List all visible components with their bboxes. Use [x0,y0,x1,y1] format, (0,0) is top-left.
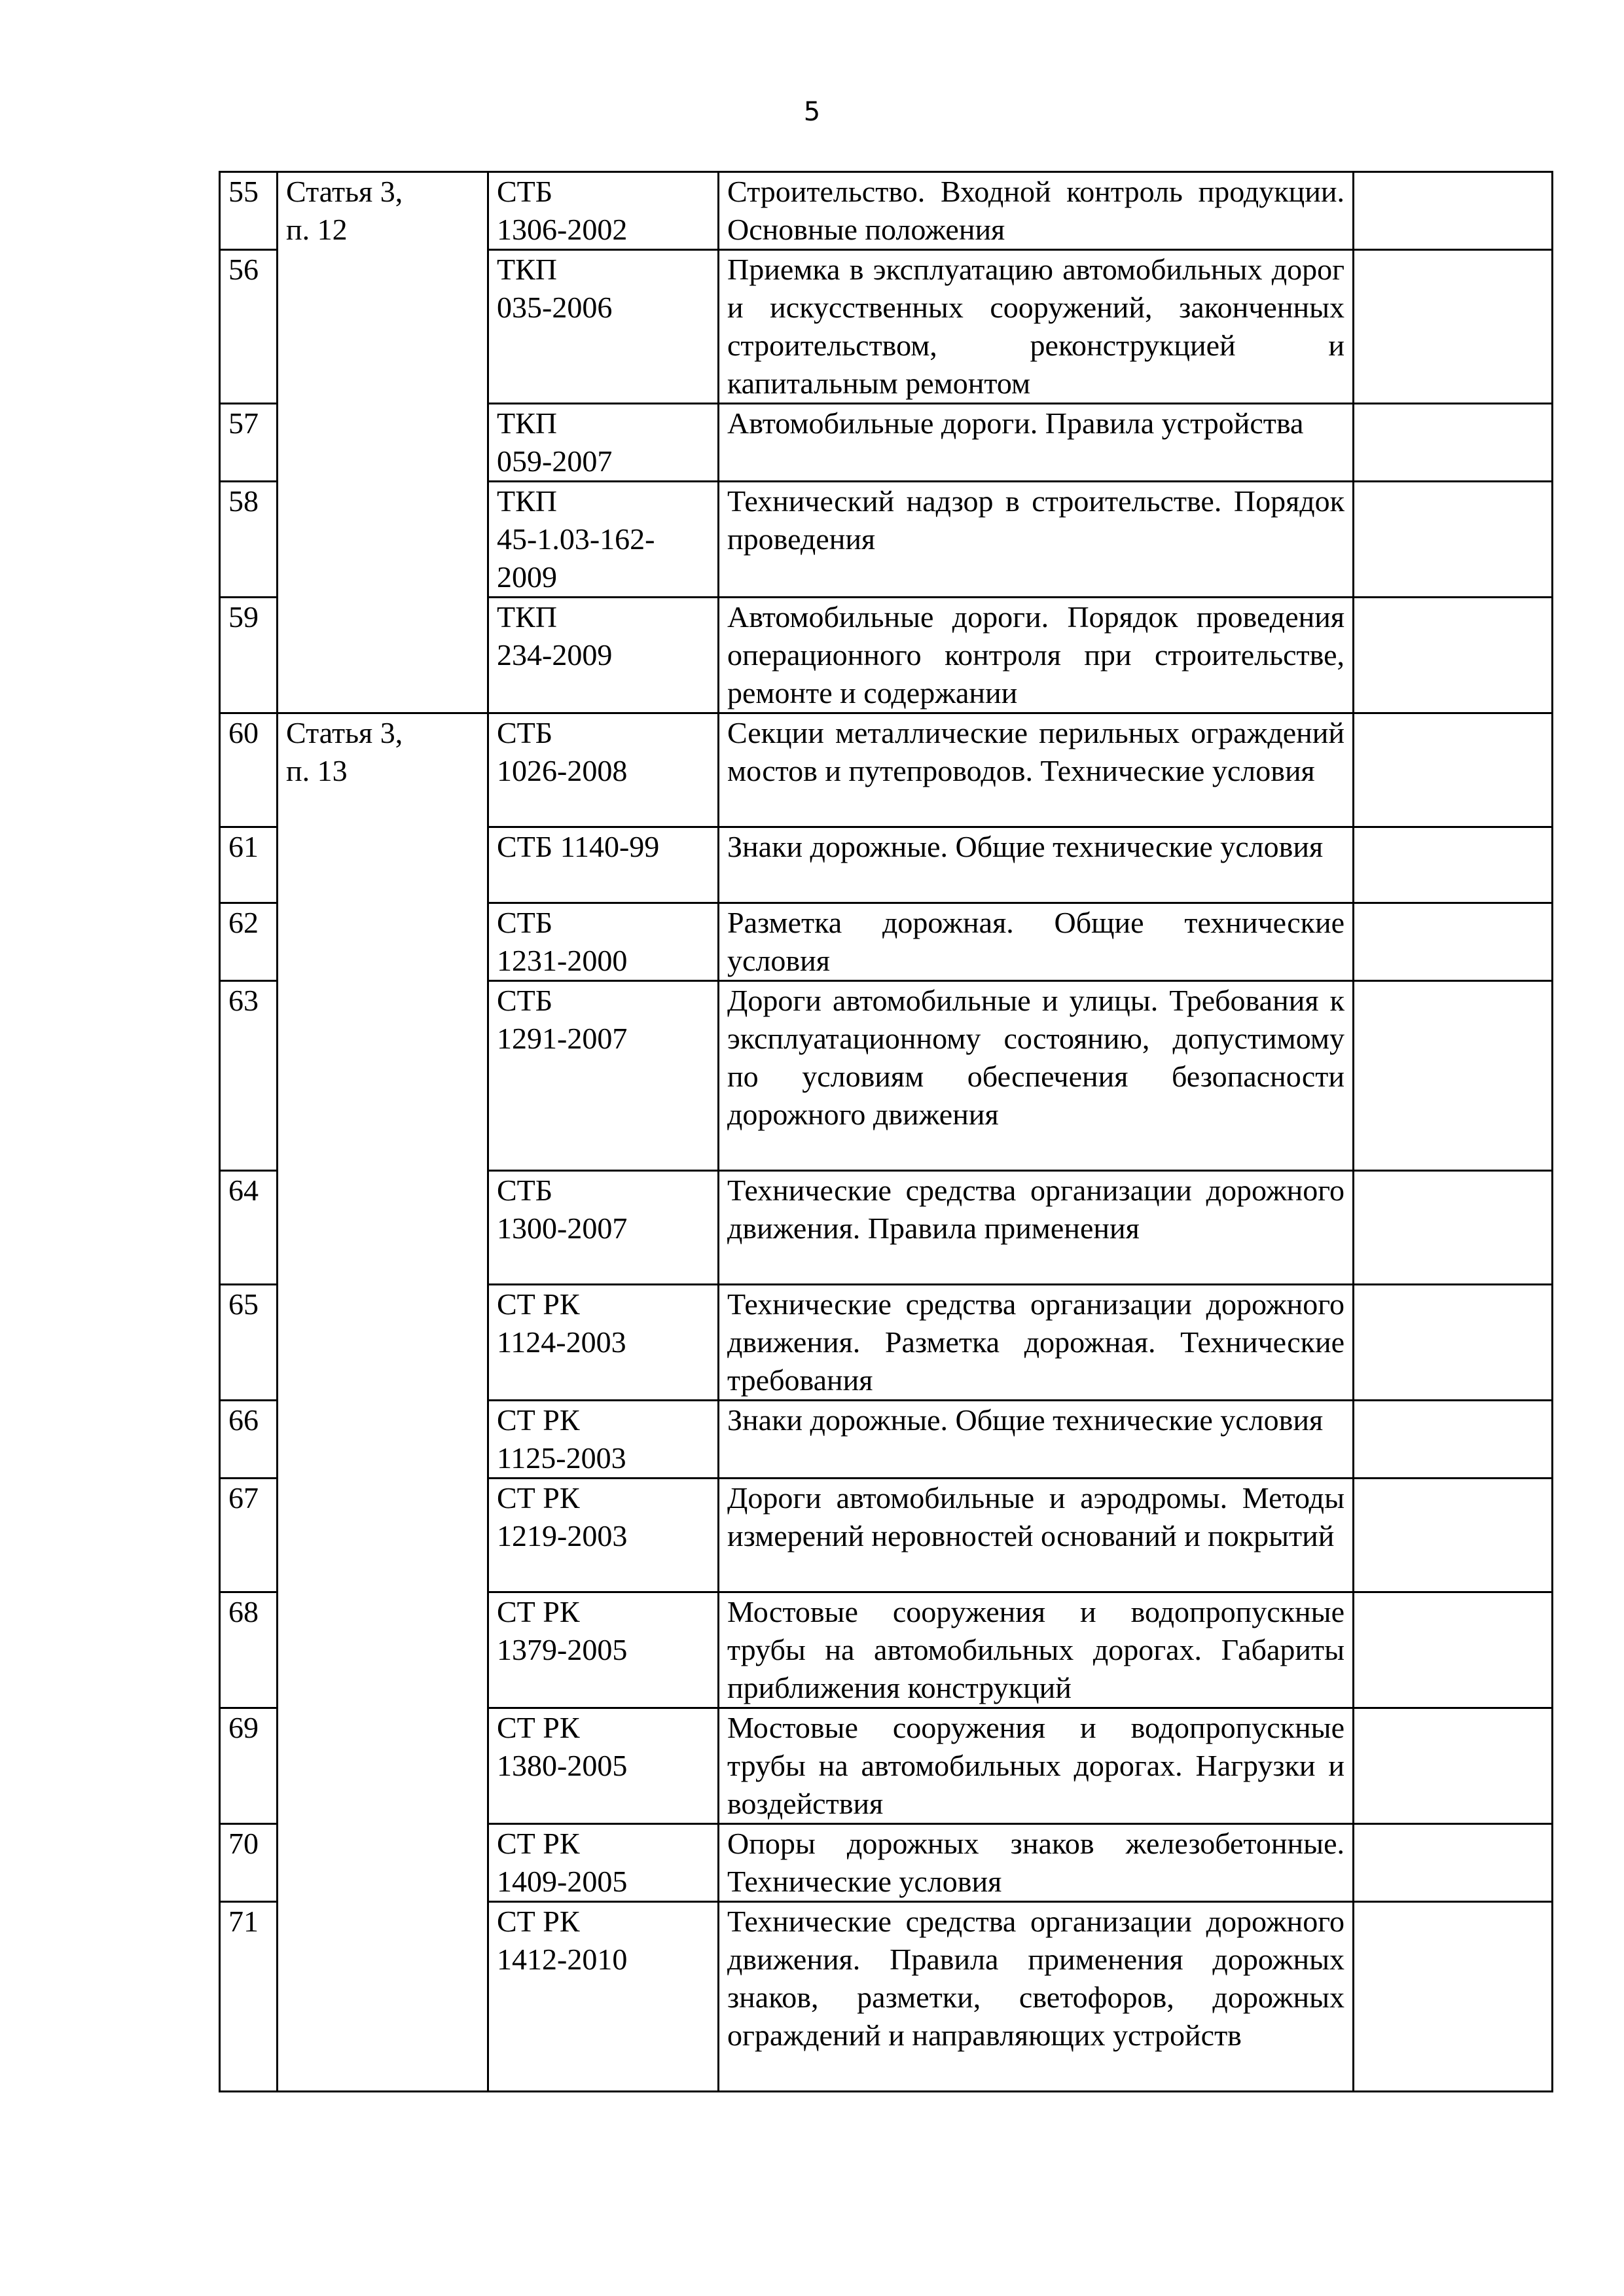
standard-title-cell: Разметка дорожная. Общие технические условия [719,903,1354,981]
row-number-cell: 64 [220,1171,278,1285]
standard-title-cell: Технический надзор в строительстве. Порядок проведения [719,482,1354,598]
note-cell [1354,827,1553,903]
standards-table [219,171,1553,2092]
row-number-cell: 65 [220,1285,278,1401]
standard-title-cell: Мостовые сооружения и водопропускные трубы на автомобильных дорогах. Нагрузки и воздействия [719,1708,1354,1824]
standard-code-cell: СТБ 1231-2000 [488,903,719,981]
table-row [220,172,1553,250]
note-cell [1354,1285,1553,1401]
row-number-cell: 71 [220,1902,278,2092]
standard-code-cell: СТБ 1140-99 [488,827,719,903]
standard-code-cell: ТКП 059-2007 [488,404,719,482]
note-cell [1354,981,1553,1171]
row-number-cell: 67 [220,1479,278,1592]
table-row [220,713,1553,827]
standard-code-cell: СТБ 1026-2008 [488,713,719,827]
row-number-cell: 70 [220,1824,278,1902]
note-cell [1354,1824,1553,1902]
row-number-cell: 58 [220,482,278,598]
standard-code-cell: СТ РК 1409-2005 [488,1824,719,1902]
standard-title-cell: Строительство. Входной контроль продукции. Основные положения [719,172,1354,250]
note-cell [1354,1401,1553,1479]
row-number-cell: 62 [220,903,278,981]
standard-code-cell: ТКП 035-2006 [488,250,719,404]
note-cell [1354,1592,1553,1708]
standard-code-cell: СТ РК 1219-2003 [488,1479,719,1592]
standard-title-cell: Технические средства организации дорожного движения. Разметка дорожная. Технические требования [719,1285,1354,1401]
standard-code-cell: СТ РК 1380-2005 [488,1708,719,1824]
note-cell [1354,1902,1553,2092]
standard-code-cell: СТ РК 1412-2010 [488,1902,719,2092]
row-number-cell: 63 [220,981,278,1171]
row-number-cell: 61 [220,827,278,903]
standard-title-cell: Мостовые сооружения и водопропускные трубы на автомобильных дорогах. Габариты приближения конструкций [719,1592,1354,1708]
row-number-cell: 69 [220,1708,278,1824]
row-number-cell: 55 [220,172,278,250]
note-cell [1354,598,1553,713]
standard-title-cell: Дороги автомобильные и улицы. Требования к эксплуатационному состоянию, допустимому по условиям обеспечения безопасности дорожного движения [719,981,1354,1171]
standard-title-cell: Дороги автомобильные и аэродромы. Методы измерений неровностей оснований и покрытий [719,1479,1354,1592]
standard-title-cell: Технические средства организации дорожного движения. Правила применения [719,1171,1354,1285]
row-number-cell: 56 [220,250,278,404]
standard-code-cell: СТБ 1300-2007 [488,1171,719,1285]
standard-code-cell: ТКП 45-1.03-162- 2009 [488,482,719,598]
note-cell [1354,903,1553,981]
row-number-cell: 66 [220,1401,278,1479]
note-cell [1354,250,1553,404]
standard-title-cell: Знаки дорожные. Общие технические условия [719,827,1354,903]
note-cell [1354,1171,1553,1285]
row-number-cell: 68 [220,1592,278,1708]
standard-title-cell: Секции металлические перильных ограждений мостов и путепроводов. Технические условия [719,713,1354,827]
note-cell [1354,1479,1553,1592]
article-cell: Статья 3, п. 12 [278,172,488,713]
standard-title-cell: Знаки дорожные. Общие технические условия [719,1401,1354,1479]
note-cell [1354,482,1553,598]
note-cell [1354,172,1553,250]
standard-code-cell: СТ РК 1379-2005 [488,1592,719,1708]
article-cell: Статья 3, п. 13 [278,713,488,2092]
row-number-cell: 60 [220,713,278,827]
standard-title-cell: Опоры дорожных знаков железобетонные. Технические условия [719,1824,1354,1902]
standard-title-cell: Автомобильные дороги. Порядок проведения операционного контроля при строительстве, ремонте и содержании [719,598,1354,713]
page-number: 5 [803,97,821,127]
note-cell [1354,404,1553,482]
standard-code-cell: СТ РК 1124-2003 [488,1285,719,1401]
row-number-cell: 57 [220,404,278,482]
note-cell [1354,713,1553,827]
standard-code-cell: ТКП 234-2009 [488,598,719,713]
standard-code-cell: СТБ 1291-2007 [488,981,719,1171]
standard-title-cell: Автомобильные дороги. Правила устройства [719,404,1354,482]
standard-code-cell: СТБ 1306-2002 [488,172,719,250]
note-cell [1354,1708,1553,1824]
standard-title-cell: Приемка в эксплуатацию автомобильных дорог и искусственных сооружений, законченных строительством, реконструкцией и капитальным ремонтом [719,250,1354,404]
standard-title-cell: Технические средства организации дорожного движения. Правила применения дорожных знаков, разметки, светофоров, дорожных ограждений и направляющих устройств [719,1902,1354,2092]
standard-code-cell: СТ РК 1125-2003 [488,1401,719,1479]
row-number-cell: 59 [220,598,278,713]
